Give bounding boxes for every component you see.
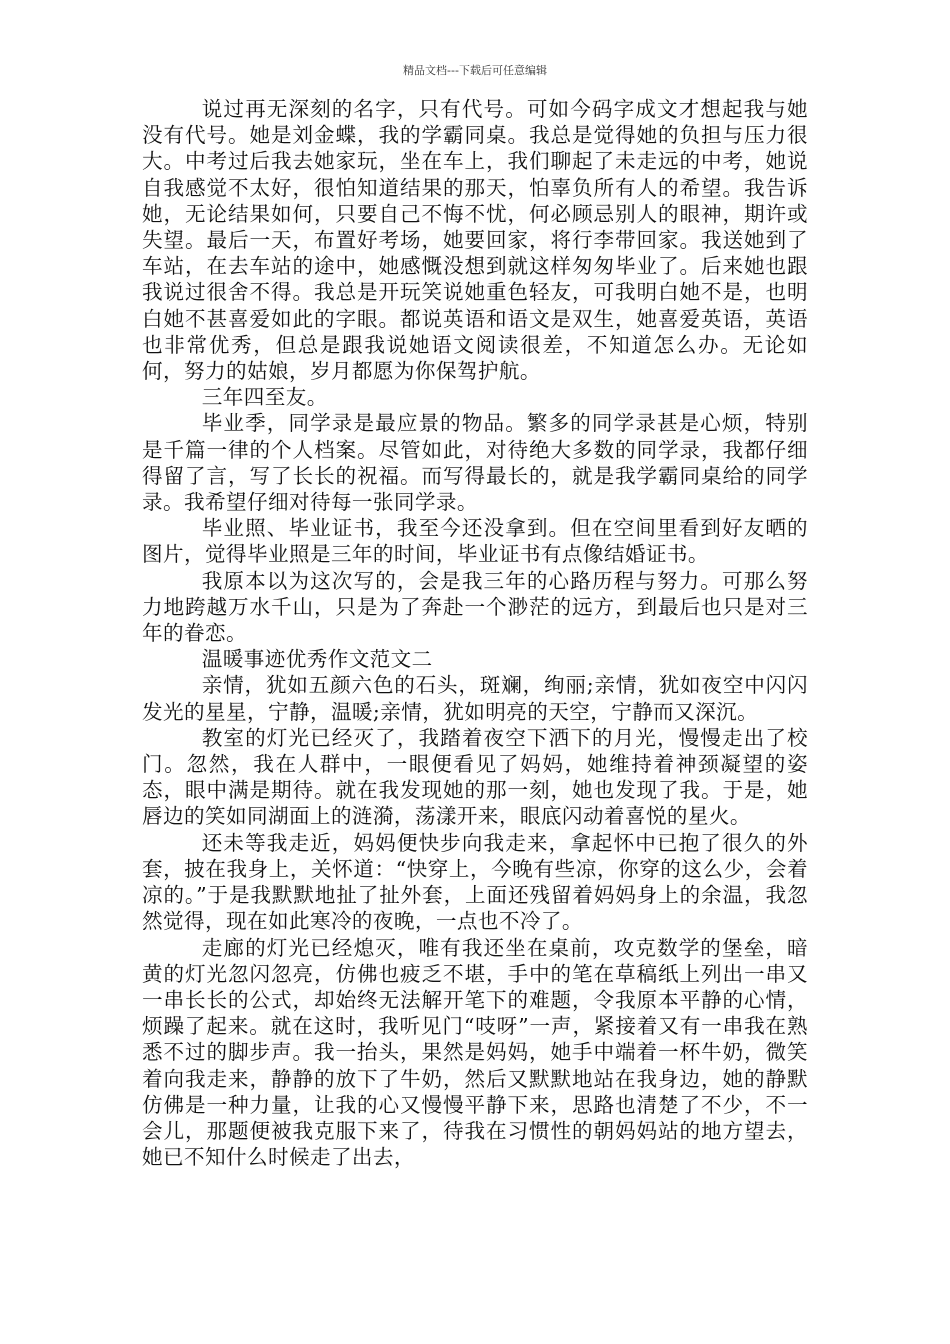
paragraph-7: 亲情，犹如五颜六色的石头，斑斓，绚丽;亲情，犹如夜空中闪闪发光的星星，宁静，温暖;亲情，犹如明亮的天空，宁静而又深沉。 — [142, 673, 808, 724]
paragraph-2: 三年四至友。 — [201, 385, 328, 410]
section-title: 温暖事迹优秀作文范文二 — [201, 647, 433, 672]
paragraph-3: 毕业季，同学录是最应景的物品。繁多的同学录甚是心烦，特别是千篇一律的个人档案。尽管如此，对待绝大多数的同学录，我都仔细得留了言，写了长长的祝福。而写得最长的，就是我学霸同桌给的同学录。我希望仔细对待每一张同学录。 — [142, 411, 808, 515]
paragraph-10: 走廊的灯光已经熄灭，唯有我还坐在桌前，攻克数学的堡垒，暗黄的灯光忽闪忽亮，仿佛也疲乏不堪，手中的笔在草稿纸上列出一串又一串长长的公式，却始终无法解开笔下的难题，令我原本平静的心情，烦躁了起来。就在这时，我听见门“吱呀”一声，紧接着又有一串我在熟悉不过的脚步声。我一抬头，果然是妈妈，她手中端着一杯牛奶，微笑着向我走来，静静的放下了牛奶，然后又默默地站在我身边，她的静默仿佛是一种力量，让我的心又慢慢平静下来，思路也清楚了不少，不一会儿，那题便被我克服下来了，待我在习惯性的朝妈妈站的地方望去，她已不知什么时候走了出去， — [142, 935, 808, 1170]
page-header: 精品文档---下载后可任意编辑 — [403, 64, 547, 77]
paragraph-1: 说过再无深刻的名字，只有代号。可如今码字成文才想起我与她没有代号。她是刘金蝶，我的学霸同桌。我总是觉得她的负担与压力很大。中考过后我去她家玩，坐在车上，我们聊起了未走远的中考，她说自我感觉不太好，很怕知道结果的那天，怕辜负所有人的希望。我告诉她，无论结果如何，只要自己不悔不忧，何必顾忌别人的眼神，期许或失望。最后一天，布置好考场，她要回家，将行李带回家。我送她到了车站，在去车站的途中，她感慨没想到就这样匆匆毕业了。后来她也跟我说过很舍不得。我总是开玩笑说她重色轻友，可我明白她不是，也明白她不甚喜爱如此的字眼。都说英语和语文是双生，她喜爱英语，英语也非常优秀，但总是跟我说她语文阅读很差，不知道怎么办。无论如何，努力的姑娘，岁月都愿为你保驾护航。 — [142, 97, 808, 384]
paragraph-4: 毕业照、毕业证书，我至今还没拿到。但在空间里看到好友晒的图片，觉得毕业照是三年的时间，毕业证书有点像结婚证书。 — [142, 516, 808, 567]
document-body — [142, 96, 808, 1170]
paragraph-9: 还未等我走近，妈妈便快步向我走来，拿起怀中已抱了很久的外套，披在我身上，关怀道：“快穿上，今晚有些凉，你穿的这么少，会着凉的。”于是我默默地扯了扯外套，上面还残留着妈妈身上的余温，我忽然觉得，现在如此寒冷的夜晚，一点也不冷了。 — [142, 830, 808, 934]
paragraph-5: 我原本以为这次写的，会是我三年的心路历程与努力。可那么努力地跨越万水千山，只是为了奔赴一个渺茫的远方，到最后也只是对三年的眷恋。 — [142, 568, 808, 646]
paragraph-8: 教室的灯光已经灭了，我踏着夜空下洒下的月光，慢慢走出了校门。忽然，我在人群中，一眼便看见了妈妈，她维持着神颈凝望的姿态，眼中满是期待。就在我发现她的那一刻，她也发现了我。于是，她唇边的笑如同湖面上的涟漪，荡漾开来，眼底闪动着喜悦的星火。 — [142, 725, 808, 829]
